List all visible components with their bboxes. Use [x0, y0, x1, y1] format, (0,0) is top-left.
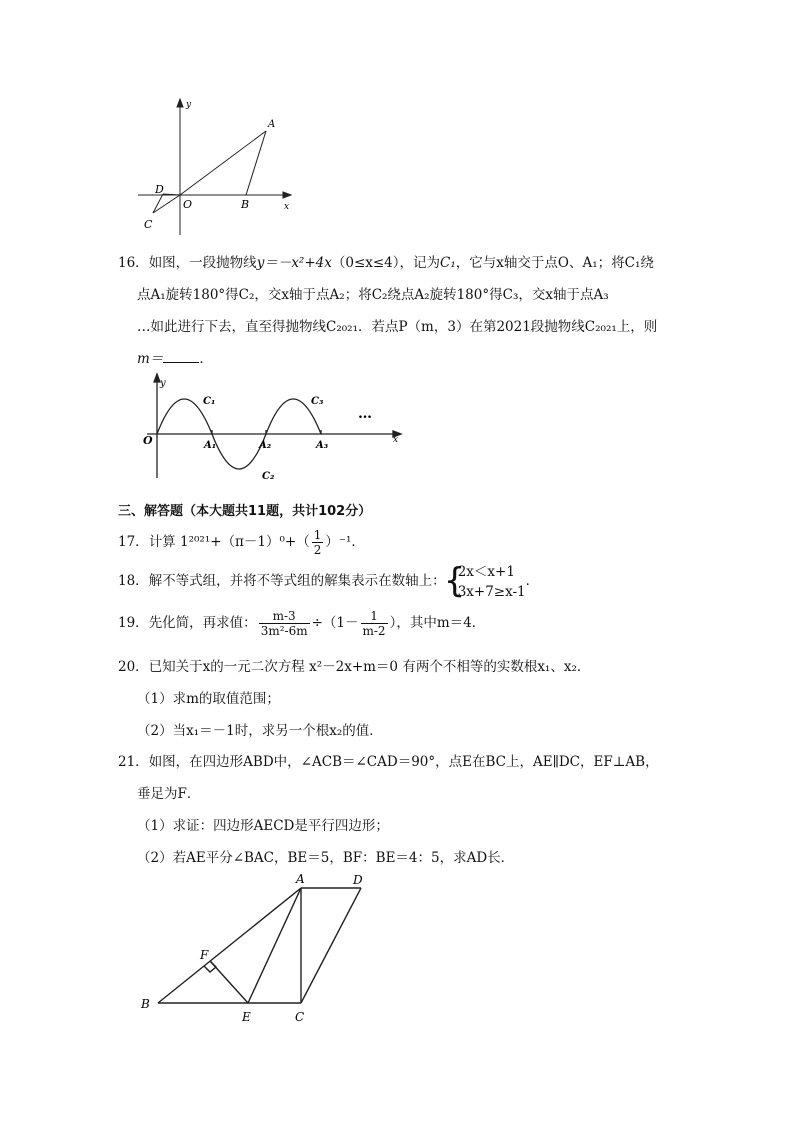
label-C: C [144, 218, 153, 231]
label-C: C [295, 1010, 305, 1024]
label-y: y [186, 100, 192, 110]
q18: 18．解不等式组，并将不等式组的解集表示在数轴上： { 2x＜x+1 3x+7≥x-1 ． [118, 561, 539, 602]
q17: 17．计算 1²⁰²¹+（π－1）⁰+（ $\frac{1}{2}$ ）⁻¹． [118, 528, 365, 557]
label-B: B [141, 997, 150, 1011]
q19: 19．先化简，再求值： $\frac{m-3}{\text{3m²-6m}}$ ÷（1－ $\frac{1}{m-2}$ ），其中m＝4． [118, 609, 486, 638]
label-x: x [284, 202, 290, 212]
q20-stem: 20．已知关于x的一元二次方程 x²－2x+m＝0 有两个不相等的实数根x₁、x₂． [118, 659, 591, 675]
label-E: E [242, 1010, 251, 1024]
section-3-heading: 三、解答题（本大题共11题，共计102分） [118, 504, 372, 519]
inequality-system: { 2x＜x+1 3x+7≥x-1 [446, 562, 526, 602]
label-O: O [143, 434, 153, 447]
q16-line4: m＝ ． [137, 351, 213, 367]
q19-fraction2: $\frac{1}{m-2}$ [362, 609, 386, 638]
q17-fraction: $\frac{1}{2}$ [313, 528, 322, 557]
q16-line2: 点A₁旋转180°得C₂，交x轴于点A₂；将C₂绕点A₂旋转180°得C₃，交x轴于点A₃ [137, 287, 609, 303]
label-C2: C₂ [262, 471, 275, 482]
label-A: A [296, 872, 305, 886]
label-x: x [393, 435, 399, 445]
label-O: O [183, 198, 193, 211]
answer-blank [163, 350, 199, 363]
label-B: B [241, 198, 250, 211]
label-y: y [160, 378, 166, 389]
figure-q16 [140, 370, 405, 482]
label-D: D [353, 873, 363, 887]
label-F: F [200, 948, 209, 962]
label-A2: A₂ [259, 440, 272, 451]
q21-part2: （2）若AE平分∠BAC，BE＝5，BF：BE＝4：5，求AD长． [137, 850, 515, 866]
label-A3: A₃ [316, 440, 329, 451]
q16-line1: 16．如图，一段抛物线y＝－x²+4x（0≤x≤4），记为C₁，它与x轴交于点O、A₁；将C₁绕 [118, 255, 654, 271]
q21-stem: 21．如图，在四边形ABD中，∠ACB＝∠CAD＝90°，点E在BC上，AE∥DC，EF⊥AB， [118, 754, 659, 770]
q16-line3: …如此进行下去，直至得抛物线C₂₀₂₁．若点P（m，3）在第2021段抛物线C₂₀₂₁上，则 [137, 319, 658, 335]
label-C1: C₁ [203, 396, 216, 407]
q21-stem-line2: 垂足为F． [137, 786, 201, 802]
q21-part1: （1）求证：四边形AECD是平行四边形； [137, 818, 389, 834]
q16-equation: y＝－x²+4x [256, 255, 332, 271]
figure-q21 [135, 868, 375, 1028]
q20-part2: （2）当x₁＝－1时，求另一个根x₂的值． [137, 723, 383, 739]
q20-part1: （1）求m的取值范围； [137, 691, 280, 707]
figure-q15 [135, 95, 305, 240]
label-A: A [268, 119, 276, 130]
label-dots: … [358, 406, 372, 422]
label-A1: A₁ [204, 440, 217, 451]
label-C3: C₃ [311, 396, 324, 407]
label-D: D [155, 183, 164, 196]
q19-fraction1: $\frac{m-3}{\text{3m²-6m}}$ [260, 609, 308, 638]
q16-number: 16． [118, 255, 149, 271]
